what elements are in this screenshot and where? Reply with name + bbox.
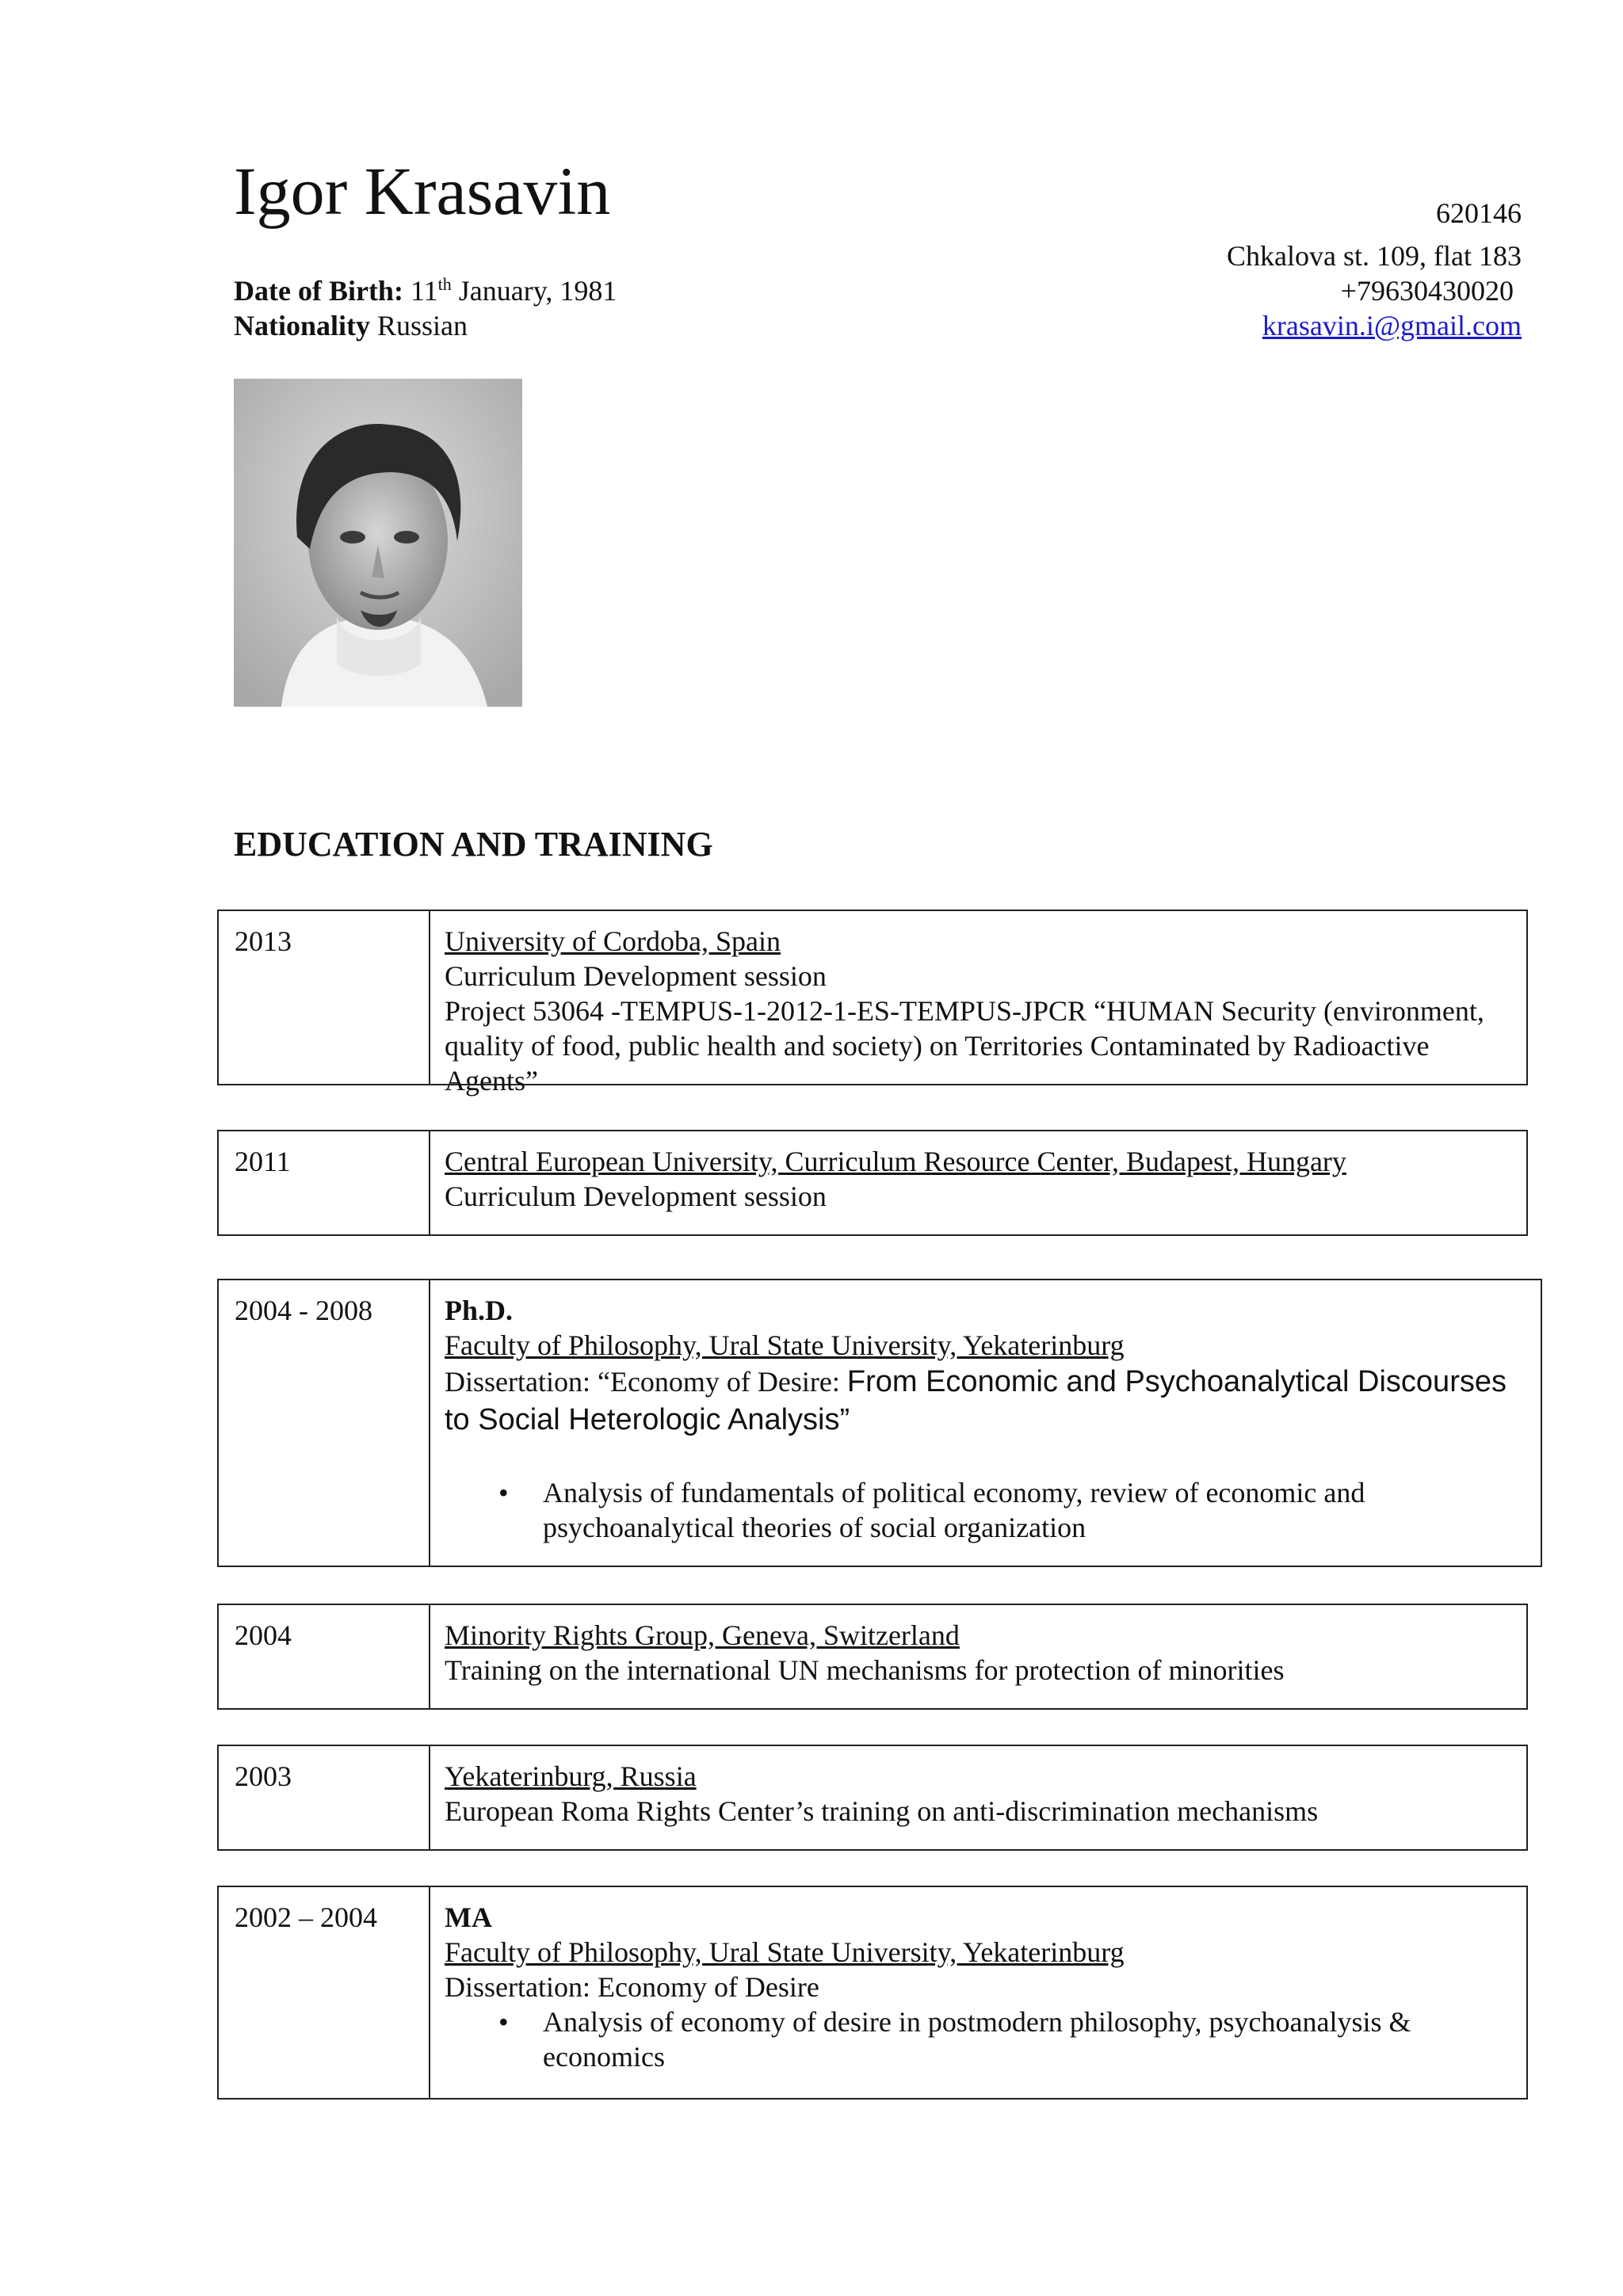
entry-details xyxy=(445,1293,1529,1545)
entry-details xyxy=(445,1144,1515,1214)
date-of-birth xyxy=(234,274,617,308)
entry-details xyxy=(445,1900,1515,2074)
dob-label: Date of Birth: xyxy=(234,275,403,307)
phone: +79630430020 xyxy=(1340,275,1514,307)
bullet-icon: • xyxy=(498,2006,509,2038)
dob-suffix: th xyxy=(437,274,452,294)
cell-divider xyxy=(429,1887,430,2098)
education-entry xyxy=(217,1130,1528,1236)
nationality xyxy=(234,309,468,343)
dob-day: 11 xyxy=(410,275,438,307)
dissertation-title: From Economic and Psychoanalytical Discourses to Social Heterologic Analysis” xyxy=(445,1365,1507,1436)
entry-details xyxy=(445,1618,1515,1688)
dob-rest: January, 1981 xyxy=(458,275,617,307)
entry-year: 2013 xyxy=(235,925,292,957)
section-title: EDUCATION AND TRAINING xyxy=(234,825,713,864)
entry-organization: Minority Rights Group, Geneva, Switzerland xyxy=(445,1619,960,1651)
entry-year: 2003 xyxy=(235,1760,292,1792)
nationality-label: Nationality xyxy=(234,310,371,341)
education-entry xyxy=(217,1745,1528,1851)
email-link[interactable]: krasavin.i@gmail.com xyxy=(1262,310,1522,341)
address: Chkalova st. 109, flat 183 xyxy=(1227,240,1522,272)
dissertation-prefix: Dissertation: “Economy of Desire: xyxy=(445,1366,847,1398)
entry-line: Curriculum Development session xyxy=(445,1180,827,1212)
bullet-text: Analysis of fundamentals of political economy, review of economic and psychoanalytical theories of social organization xyxy=(543,1477,1365,1543)
education-entry xyxy=(217,1279,1542,1567)
entry-dissertation xyxy=(445,1363,1529,1439)
entry-organization: Faculty of Philosophy, Ural State University, Yekaterinburg xyxy=(445,1936,1125,1968)
entry-dissertation: Dissertation: Economy of Desire xyxy=(445,1971,819,2003)
bullet-icon: • xyxy=(498,1477,509,1508)
bullet-text: Analysis of economy of desire in postmodern philosophy, psychoanalysis & economics xyxy=(543,2006,1411,2073)
entry-degree: MA xyxy=(445,1901,492,1933)
person-name: Igor Krasavin xyxy=(234,153,611,229)
entry-organization: Faculty of Philosophy, Ural State University, Yekaterinburg xyxy=(445,1329,1125,1361)
entry-year: 2004 xyxy=(235,1619,292,1651)
entry-details xyxy=(445,924,1515,1098)
entry-line: Training on the international UN mechanisms for protection of minorities xyxy=(445,1654,1285,1686)
entry-line: Curriculum Development session xyxy=(445,960,827,992)
education-entry xyxy=(217,910,1528,1097)
profile-photo xyxy=(234,379,522,707)
entry-organization: Yekaterinburg, Russia xyxy=(445,1760,697,1792)
cell-divider xyxy=(429,1280,430,1566)
nationality-value: Russian xyxy=(377,310,468,341)
entry-organization: University of Cordoba, Spain xyxy=(445,925,781,957)
cell-divider xyxy=(429,911,430,1084)
entry-year: 2011 xyxy=(235,1146,291,1177)
cell-divider xyxy=(429,1131,430,1234)
cell-divider xyxy=(429,1746,430,1849)
entry-details xyxy=(445,1759,1515,1829)
postcode: 620146 xyxy=(1436,197,1522,229)
education-entry xyxy=(217,1604,1528,1710)
entry-organization: Central European University, Curriculum Resource Center, Budapest, Hungary xyxy=(445,1146,1346,1177)
entry-degree: Ph.D. xyxy=(445,1295,514,1326)
entry-line: European Roma Rights Center’s training on anti-discrimination mechanisms xyxy=(445,1795,1319,1827)
cell-divider xyxy=(429,1605,430,1708)
portrait-image xyxy=(234,379,522,707)
education-entry xyxy=(217,1886,1528,2100)
bullet-item xyxy=(445,2004,1515,2074)
entry-year: 2002 – 2004 xyxy=(235,1901,377,1933)
entry-year: 2004 - 2008 xyxy=(235,1295,372,1326)
bullet-item xyxy=(445,1475,1529,1545)
entry-project: Project 53064 -TEMPUS-1-2012-1-ES-TEMPUS-JPCR “HUMAN Security (environment, quality of food, public health and society) on Territories Contaminated by Radioactive Agents” xyxy=(445,995,1484,1097)
